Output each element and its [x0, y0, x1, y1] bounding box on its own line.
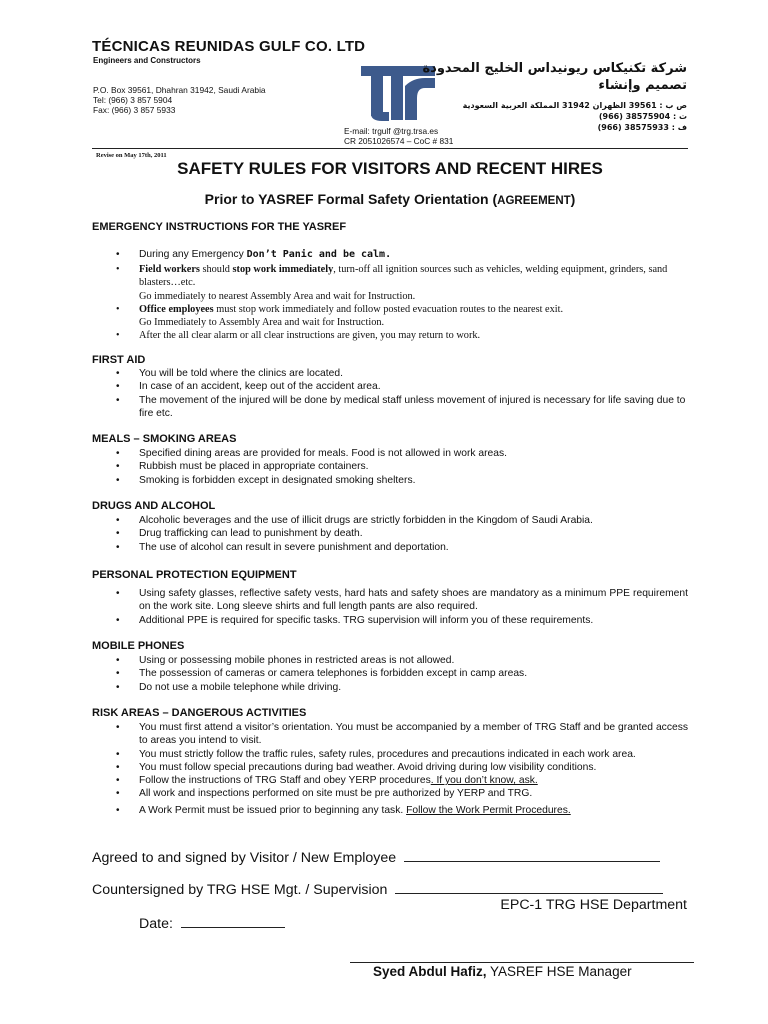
address-line: P.O. Box 39561, Dhahran 31942, Saudi Arabia	[93, 85, 266, 95]
work-permit-procedures: Follow the Work Permit Procedures.	[406, 804, 571, 816]
manager-title: YASREF HSE Manager	[486, 964, 632, 979]
list-item: • You must follow special precautions during bad weather. Avoid driving during low visibility conditions.	[92, 761, 688, 774]
fax-line: Fax: (966) 3 857 5933	[93, 105, 176, 115]
list-item: • Do not use a mobile telephone while driving.	[92, 681, 688, 694]
list-item: • After the all clear alarm or all clear instructions are given, you may return to work.	[92, 329, 688, 342]
section-heading-emergency: EMERGENCY INSTRUCTIONS FOR THE YASREF	[92, 221, 347, 233]
risk-list	[92, 721, 688, 817]
list-item: • Using safety glasses, reflective safety vests, hard hats and safety shoes are mandatory as a minimum PPE requirement on the work site. Long sleeve shirts and full length pants are also required.	[92, 587, 688, 614]
section-heading-meals: MEALS – SMOKING AREAS	[92, 433, 237, 445]
ppe-list	[92, 587, 688, 627]
list-item: • Alcoholic beverages and the use of illicit drugs are strictly forbidden in the Kingdom of Saudi Arabia.	[92, 514, 688, 527]
manager-signature-field[interactable]	[350, 962, 694, 963]
list-item: • The movement of the injured will be done by medical staff unless movement of injured is necessary for life saving due to fire etc.	[92, 394, 688, 421]
drugs-list	[92, 514, 688, 554]
tel-line: Tel: (966) 3 857 5904	[93, 95, 173, 105]
date-field[interactable]	[181, 913, 285, 928]
company-subtitle: Engineers and Constructors	[93, 56, 201, 65]
list-item: • You will be told where the clinics are located.	[92, 367, 688, 380]
emergency-list-2	[92, 263, 688, 343]
countersign-line	[92, 879, 663, 898]
list-item: • You must strictly follow the traffic rules, safety rules, procedures and precautions indicated in each work area.	[92, 748, 688, 761]
header-divider	[92, 148, 688, 149]
email-line: E-mail: trgulf @trg.trsa.es	[344, 126, 439, 136]
list-item: • All work and inspections performed on site must be pre authorized by YERP and TRG.	[92, 787, 688, 800]
subtitle-end: )	[570, 191, 576, 207]
list-item: • Drug trafficking can lead to punishment by death.	[92, 527, 688, 540]
list-item: • A Work Permit must be issued prior to beginning any task. Follow the Work Permit Procedures.	[92, 804, 688, 817]
arabic-tel: ت : 38575904 (966)	[598, 112, 687, 121]
countersigned-label: Countersigned by TRG HSE Mgt. / Supervision	[92, 882, 388, 898]
section-heading-ppe: PERSONAL PROTECTION EQUIPMENT	[92, 569, 297, 581]
if-you-dont-know-ask: . If you don’t know, ask.	[430, 775, 538, 787]
date-label: Date:	[139, 916, 173, 932]
first-aid-list	[92, 367, 688, 420]
agreed-label: Agreed to and signed by Visitor / New Employee	[92, 850, 397, 866]
subtitle-agreement: AGREEMENT	[497, 195, 571, 207]
arabic-address: ص ب : 39561 الظهران 31942 المملكة العربية السعودية	[462, 101, 687, 110]
list-item: • During any Emergency Don’t Panic and be calm.	[92, 248, 688, 261]
section-heading-drugs: DRUGS AND ALCOHOL	[92, 500, 216, 512]
list-item: • In case of an accident, keep out of the accident area.	[92, 380, 688, 393]
arabic-fax: ف : 38575933 (966)	[597, 123, 687, 132]
cr-line: CR 2051026574 – CoC # 831	[344, 136, 454, 146]
section-heading-mobile: MOBILE PHONES	[92, 640, 185, 652]
visitor-signature-field[interactable]	[404, 847, 660, 862]
page-title: SAFETY RULES FOR VISITORS AND RECENT HIRES	[177, 159, 603, 178]
list-item: • Additional PPE is required for specific tasks. TRG supervision will inform you of these requirements.	[92, 614, 688, 627]
department-label: EPC-1 TRG HSE Department	[500, 897, 687, 913]
dont-panic-text: Don’t Panic and be calm.	[246, 249, 392, 260]
date-line	[139, 913, 285, 932]
list-item: • The possession of cameras or camera telephones is forbidden except in camp areas.	[92, 667, 688, 680]
arabic-header	[422, 60, 687, 133]
page-subtitle	[0, 191, 768, 207]
visitor-signature-line	[92, 847, 660, 866]
list-item: • The use of alcohol can result in severe punishment and deportation.	[92, 541, 688, 554]
countersign-field[interactable]	[395, 879, 663, 894]
manager-signature-block	[373, 964, 632, 979]
list-item: • Office employees must stop work immediately and follow posted evacuation routes to the nearest exit. Go Immediately to Assembly Area and wait for Instruction.	[92, 303, 688, 330]
arabic-company-sub: تصميم وإنشاء	[598, 78, 687, 93]
list-item: • Using or possessing mobile phones in restricted areas is not allowed.	[92, 654, 688, 667]
manager-name: Syed Abdul Hafiz,	[373, 964, 487, 979]
company-name: TÉCNICAS REUNIDAS GULF CO. LTD	[92, 38, 366, 55]
meals-list	[92, 447, 688, 487]
revision-date: Revise on May 17th, 2011	[96, 152, 167, 159]
company-address	[93, 85, 266, 115]
section-heading-risk: RISK AREAS – DANGEROUS ACTIVITIES	[92, 707, 307, 719]
list-item: • Smoking is forbidden except in designated smoking shelters.	[92, 474, 688, 487]
section-heading-first-aid: FIRST AID	[92, 354, 146, 366]
list-item: • You must first attend a visitor’s orientation. You must be accompanied by a member of TRG Staff and be granted access to areas you intend to visit.	[92, 721, 688, 748]
emergency-list	[92, 248, 688, 261]
list-item: • Specified dining areas are provided for meals. Food is not allowed in work areas.	[92, 447, 688, 460]
mobile-list	[92, 654, 688, 694]
arabic-company-name: شركة تكنيكاس ريونيداس الخليج المحدودة	[422, 61, 687, 76]
subtitle-main: Prior to YASREF Formal Safety Orientation (	[204, 191, 498, 207]
list-item: • Field workers should stop work immediately, turn-off all ignition sources such as vehicles, welding equipment, grinders, sand blasters…etc. Go immediately to nearest Assembly Area and wait for Instruction.	[92, 263, 688, 303]
list-item: • Follow the instructions of TRG Staff and obey YERP procedures. If you don’t know, ask.	[92, 774, 688, 787]
list-item: • Rubbish must be placed in appropriate containers.	[92, 460, 688, 473]
